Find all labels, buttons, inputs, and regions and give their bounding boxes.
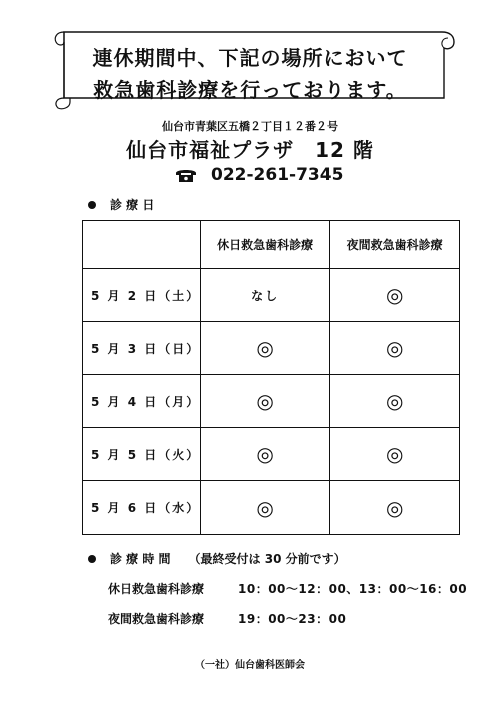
table-corner-cell <box>83 221 201 269</box>
telephone-icon <box>175 168 197 182</box>
phone-number: 022-261-7345 <box>211 165 344 185</box>
table-row <box>83 481 460 535</box>
hours-time-night: 19：00～23：00 <box>238 612 347 626</box>
date-cell: 5 月 5 日（火） <box>83 428 201 481</box>
schedule-table <box>82 220 460 535</box>
hours-note: （最終受付は 30 分前です） <box>188 552 346 566</box>
night-cell <box>330 322 460 375</box>
night-cell <box>330 481 460 535</box>
hours-heading <box>88 550 346 567</box>
schedule-heading <box>88 196 154 213</box>
holiday-cell <box>200 481 330 535</box>
column-header-night: 夜間救急歯科診療 <box>330 221 460 269</box>
hours-label-night: 夜間救急歯科診療 <box>108 612 205 626</box>
table-row <box>83 269 460 322</box>
banner-line-1: 連休期間中、下記の場所において <box>92 46 408 70</box>
venue-name: 仙台市福祉プラザ 12 階 <box>126 138 374 162</box>
double-circle-icon: ◎ <box>385 336 404 360</box>
night-cell <box>330 269 460 322</box>
schedule-heading-label: 診 療 日 <box>110 198 155 212</box>
hours-label-holiday: 休日救急歯科診療 <box>108 582 205 596</box>
phone-row <box>175 165 343 185</box>
date-cell: 5 月 6 日（水） <box>83 481 201 535</box>
holiday-cell <box>200 428 330 481</box>
double-circle-icon: ◎ <box>256 495 274 520</box>
double-circle-icon: ◎ <box>385 389 404 413</box>
double-circle-icon: ◎ <box>385 442 404 466</box>
column-header-holiday: 休日救急歯科診療 <box>200 221 330 269</box>
table-row <box>83 428 460 481</box>
night-cell <box>330 375 460 428</box>
holiday-cell <box>200 375 330 428</box>
bullet-icon <box>88 201 96 209</box>
table-row <box>83 375 460 428</box>
date-cell: 5 月 3 日（日） <box>83 322 201 375</box>
night-cell <box>330 428 460 481</box>
banner-line-2: 救急歯科診療を行っております。 <box>93 78 407 102</box>
double-circle-icon: ◎ <box>385 495 404 520</box>
address: 仙台市青葉区五橋２丁目１２番２号 <box>162 120 338 133</box>
date-cell: 5 月 4 日（月） <box>83 375 201 428</box>
double-circle-icon: ◎ <box>256 389 274 413</box>
double-circle-icon: ◎ <box>385 283 404 307</box>
footer-organization: （一社）仙台歯科医師会 <box>195 660 305 671</box>
bullet-icon <box>88 555 96 563</box>
hours-heading-label: 診 療 時 間 <box>110 552 171 566</box>
date-cell: 5 月 2 日（土） <box>83 269 201 322</box>
double-circle-icon: ◎ <box>256 336 274 360</box>
double-circle-icon: ◎ <box>256 442 274 466</box>
table-row <box>83 322 460 375</box>
holiday-cell <box>200 322 330 375</box>
hours-time-holiday: 10：00～12：00、13：00～16：00 <box>238 582 468 596</box>
holiday-cell: なし <box>200 269 330 322</box>
table-header-row <box>83 221 460 269</box>
